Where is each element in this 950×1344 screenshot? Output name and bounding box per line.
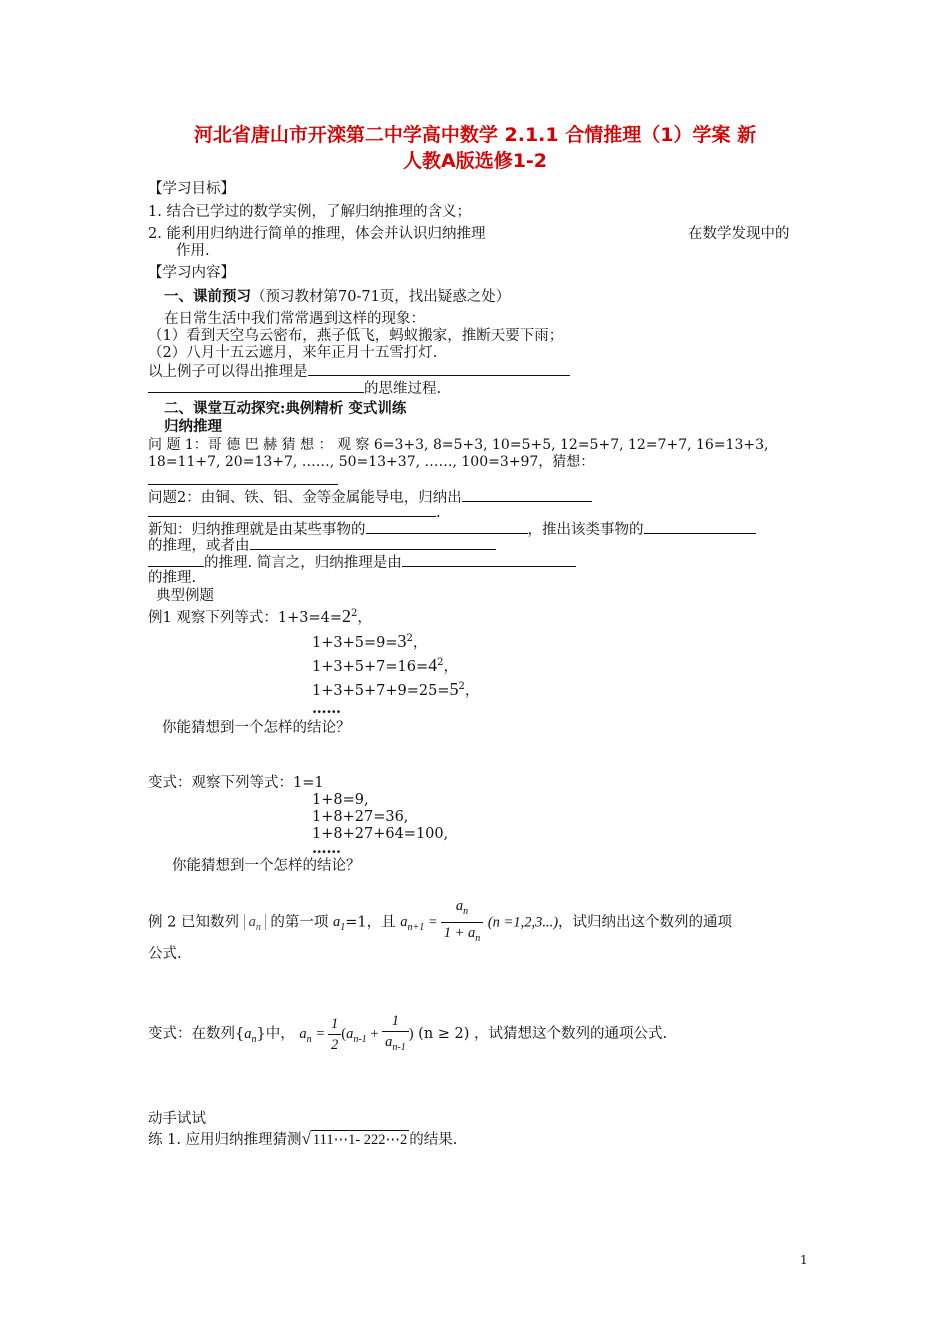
goal-item-2: 2. 能利用归纳进行简单的推理，体会并认识归纳推理 <box>148 226 486 242</box>
a-var: a <box>299 1026 307 1042</box>
recurrence-fraction <box>441 896 484 949</box>
ex2-condition: (n =1,2,3...) <box>487 914 559 931</box>
ex1-eq1-base: 2 <box>341 605 351 626</box>
period: . <box>436 505 441 521</box>
ex2-text-4: ，试归纳出这个数列的通项 <box>558 914 733 931</box>
half-fraction <box>328 1014 341 1055</box>
var1-eq4: 1+8+27+64=100, <box>312 826 449 842</box>
example1-label <box>148 605 372 627</box>
ex1-dots: …… <box>312 700 341 717</box>
var1-label-text: 变式：观察下列等式： <box>148 775 293 791</box>
sub-1: 1 <box>340 922 346 934</box>
sequence-notation <box>244 914 266 934</box>
blank-line <box>148 378 364 393</box>
a1-term <box>333 914 346 934</box>
variant1-label <box>148 774 324 792</box>
var1-dots: …… <box>312 840 341 857</box>
blank-line <box>308 361 570 376</box>
ex1-eq4: 1+3+5+7+9=25= <box>312 682 450 699</box>
new-knowledge-line4: 的推理. <box>148 570 197 586</box>
blank-line <box>148 470 338 485</box>
square-sup: 2 <box>437 657 444 668</box>
var1-eq2: 1+8=9, <box>312 792 369 808</box>
question1-line1: 问 题 1：哥 德 巴 赫 猜 想 ： 观 察 6=3+3, 8=5+3, 10=5+5, 12=5+7, 12=7+7, 16=13+3, <box>148 437 769 453</box>
variant2: 变式：在数列$\{a_n\}$中， $a_n$ = $\frac{1}{2}$ ($a_{n-1}$ + $\frac{1}{a_{n-1}}$ ) (n ≥ 2) ，试猜想这个数列的通项公式. <box>148 1010 667 1064</box>
new-knowledge-line3 <box>148 552 576 572</box>
ex1-line3 <box>312 654 458 676</box>
var2-text-2: }中， <box>256 1026 295 1042</box>
ex1-eq4-base: 5 <box>449 678 459 699</box>
practice1: 练 1. 应用归纳推理猜测√ 111⋯1- 222⋯2 的结果. <box>148 1129 458 1148</box>
a-var: a <box>248 914 256 931</box>
square-sup: 2 <box>406 633 413 644</box>
ex1-eq2-base: 3 <box>397 630 407 651</box>
reciprocal-fraction <box>382 1011 409 1058</box>
sub-nm1: n-1 <box>392 1041 406 1053</box>
practice-header: 动手试试 <box>148 1111 206 1127</box>
section2-header: 二、课堂互动探究:典例精析 变式训练 <box>164 400 407 417</box>
blank-line <box>644 519 756 534</box>
preview-line5-text: 的思维过程. <box>364 381 442 397</box>
denominator: 1 + a <box>443 924 476 941</box>
a-var: a <box>333 914 341 931</box>
question2-text: 问题2：由铜、铁、铝、金等金属能导电，归纳出 <box>148 490 462 506</box>
preview-line3: （2）八月十五云遮月，来年正月十五雪打灯. <box>148 345 438 361</box>
ex1-eq3: 1+3+5+7=16= <box>312 658 429 675</box>
numerator-1: 1 <box>382 1011 409 1032</box>
blank-line <box>148 552 204 567</box>
denominator-2: 2 <box>331 1036 339 1053</box>
goal-item-1: 1. 结合已学过的数学实例，了解归纳推理的含义； <box>148 204 471 220</box>
sub-n1: n+1 <box>407 922 425 934</box>
ex1-question: 你能猜想到一个怎样的结论？ <box>162 720 351 736</box>
preview-line1: 在日常生活中我们常常遇到这样的现象： <box>164 311 425 327</box>
goals-header: 【学习目标】 <box>148 181 235 197</box>
preview-note: （预习教材第70-71页，找出疑惑之处） <box>251 289 511 305</box>
content-header: 【学习内容】 <box>148 265 235 281</box>
nk-text-2: ，推出该类事物的 <box>527 522 644 538</box>
practice1-text-2: 的结果. <box>409 1132 458 1148</box>
sub-nm1: n-1 <box>353 1033 367 1045</box>
sub-n: n <box>475 932 481 944</box>
comma: ， <box>443 658 458 675</box>
comma: ， <box>464 682 480 699</box>
var1-eq3: 1+8+27=36, <box>312 809 409 825</box>
a-var: a <box>346 1026 354 1042</box>
an1-term <box>400 914 425 934</box>
sub-n: n <box>463 905 469 917</box>
ex2-wrap: 公式. <box>148 946 182 962</box>
sub-n: n <box>306 1033 312 1045</box>
nk-text-4: 的推理. 简言之，归纳推理是由 <box>204 555 402 571</box>
var2-text-3: (n ≥ 2) ，试猜想这个数列的通项公式. <box>418 1026 668 1042</box>
blank-line <box>250 535 496 550</box>
preview-line4-text: 以上例子可以得出推理是 <box>148 364 308 380</box>
examples-header: 典型例题 <box>156 588 214 604</box>
a-var: a <box>400 914 408 931</box>
preview-header: 一、课前预习 <box>164 288 251 305</box>
blank-line <box>366 519 528 534</box>
section2-subheader: 归纳推理 <box>164 418 222 435</box>
square-sup: 2 <box>350 608 358 619</box>
ex1-label-text: 例1 观察下列等式： <box>148 609 278 626</box>
ex1-eq3-base: 4 <box>428 654 438 675</box>
preview-line2: （1）看到天空乌云密布，燕子低飞，蚂蚁搬家，推断天要下雨； <box>148 328 564 344</box>
ex1-line4 <box>312 678 479 700</box>
nk-text-1: 新知：归纳推理就是由某些事物的 <box>148 522 366 538</box>
a-var: a <box>455 898 464 914</box>
comma: ， <box>412 634 428 651</box>
page-number: 1 <box>800 1253 808 1267</box>
a-var: a <box>385 1033 393 1050</box>
goal-item-2-end: 在数学发现中的 <box>688 226 790 242</box>
doc-title-line1: 河北省唐山市开滦第二中学高中数学 2.1.1 合情推理（1）学案 新 <box>193 124 757 146</box>
nk-text-3: 的推理，或者由 <box>148 538 250 554</box>
comma: ， <box>357 609 372 626</box>
ex2-text-1: 例 2 已知数列 <box>148 914 239 931</box>
a-var: a <box>244 1026 252 1042</box>
ex1-eq2: 1+3+5=9= <box>312 634 398 651</box>
var1-eq1: 1=1 <box>293 775 324 791</box>
an-1-term <box>346 1026 367 1045</box>
example2: 例 2 已知数列 $a_n$ 的第一项 $a_1=1$，且 $a_{n+1}$ = $\frac{a_n}{1 + a_n}$ (n =1,2,3...)，试归纳出这个数列的通项 <box>148 896 732 952</box>
ex1-eq1: 1+3=4= <box>277 609 342 626</box>
sub-n: n <box>251 1033 257 1045</box>
preview-section <box>164 288 510 306</box>
question1-line2: 18=11+7, 20=13+7, ……, 50=13+37, ……, 100=3+97，猜想： <box>148 454 595 470</box>
goal-item-2-wrap: 作用. <box>176 243 210 259</box>
square-sup: 2 <box>458 681 465 692</box>
ex2-text-3: =1，且 <box>345 914 396 931</box>
doc-title-line2: 人教A版选修1-2 <box>402 150 548 172</box>
practice1-text-1: 练 1. 应用归纳推理猜测 <box>148 1132 302 1148</box>
ex2-text-2: 的第一项 <box>270 914 329 931</box>
var1-question: 你能猜想到一个怎样的结论？ <box>172 858 361 874</box>
an-term <box>244 1026 257 1045</box>
blank-line <box>148 502 436 517</box>
var2-text-1: 变式：在数列{ <box>148 1026 245 1042</box>
sub-n: n <box>255 922 261 934</box>
preview-line5 <box>148 378 441 398</box>
sqrt-expression: 111⋯1- 222⋯2 <box>312 1132 408 1148</box>
an-term <box>299 1026 312 1045</box>
blank-line <box>462 487 592 502</box>
blank-line <box>402 552 576 567</box>
ex1-line2 <box>312 630 427 652</box>
numerator-1: 1 <box>328 1014 341 1035</box>
